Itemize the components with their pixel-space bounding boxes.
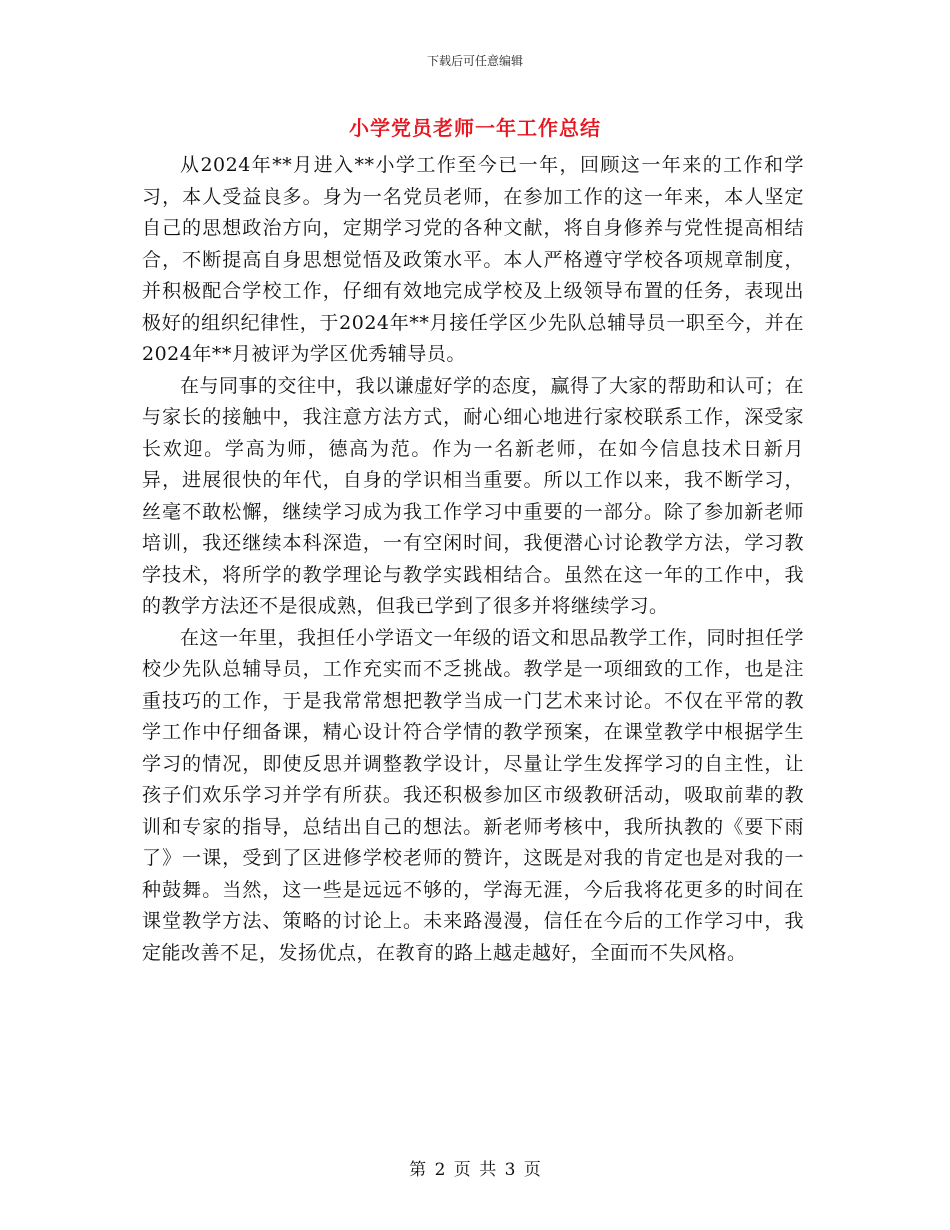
document-title: 小学党员老师一年工作总结	[349, 116, 601, 140]
header-note: 下载后可任意编辑	[426, 54, 523, 68]
page-number-footer: 第 2 页 共 3 页	[409, 1160, 541, 1180]
document-body	[142, 150, 804, 969]
paragraph-3: 在这一年里，我担任小学语文一年级的语文和思品教学工作，同时担任学校少先队总辅导员，工作充实而不乏挑战。教学是一项细致的工作，也是注重技巧的工作，于是我常常想把教学当成一门艺术来讨论。不仅在平常的教学工作中仔细备课，精心设计符合学情的教学预案，在课堂教学中根据学生学习的情况，即使反思并调整教学设计，尽量让学生发挥学习的自主性，让孩子们欢乐学习并学有所获。我还积极参加区市级教研活动，吸取前辈的教训和专家的指导，总结出自己的想法。新老师考核中，我所执教的《要下雨了》一课，受到了区进修学校老师的赞许，这既是对我的肯定也是对我的一种鼓舞。当然，这一些是远远不够的，学海无涯，今后我将花更多的时间在课堂教学方法、策略的讨论上。未来路漫漫，信任在今后的工作学习中，我定能改善不足，发扬优点，在教育的路上越走越好，全面而不失风格。	[142, 626, 805, 964]
paragraph-1: 从2024年**月进入**小学工作至今已一年，回顾这一年来的工作和学习，本人受益良多。身为一名党员老师，在参加工作的这一年来，本人坚定自己的思想政治方向，定期学习党的各种文献，将自身修养与党性提高相结合，不断提高自身思想觉悟及政策水平。本人严格遵守学校各项规章制度，并积极配合学校工作，仔细有效地完成学校及上级领导布置的任务，表现出极好的组织纪律性，于2024年**月接任学区少先队总辅导员一职至今，并在2024年**月被评为学区优秀辅导员。	[142, 154, 804, 365]
paragraph-2: 在与同事的交往中，我以谦虚好学的态度，赢得了大家的帮助和认可；在与家长的接触中，我注意方法方式，耐心细心地进行家校联系工作，深受家长欢迎。学高为师，德高为范。作为一名新老师，在如今信息技术日新月异，进展很快的年代，自身的学识相当重要。所以工作以来，我不断学习，丝毫不敢松懈，继续学习成为我工作学习中重要的一部分。除了参加新老师培训，我还继续本科深造，一有空闲时间，我便潜心讨论教学方法，学习教学技术，将所学的教学理论与教学实践相结合。虽然在这一年的工作中，我的教学方法还不是很成熟，但我已学到了很多并将继续学习。	[142, 374, 805, 617]
